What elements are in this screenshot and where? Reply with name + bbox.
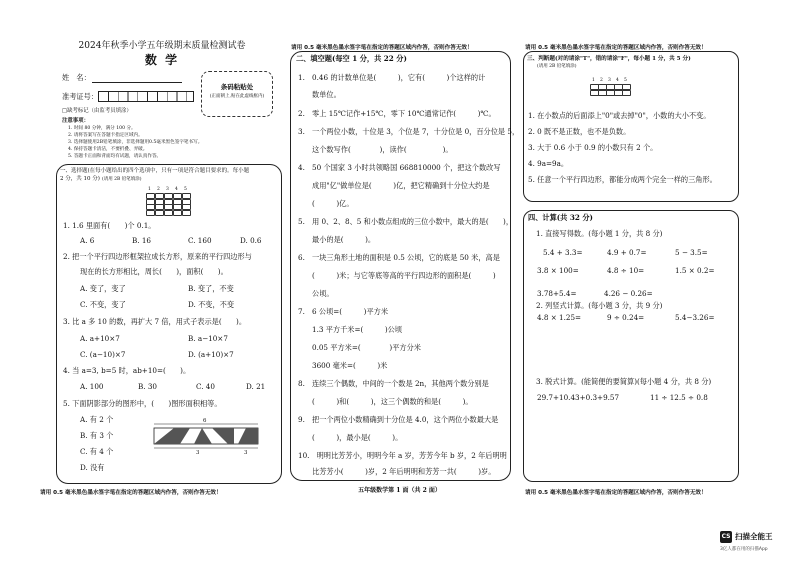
calc-q3: 3. 脱式计算。(能简便的要简算)(每小题 4 分，共 8 分): [536, 377, 712, 386]
calc-item: 5.4−3.26=: [675, 313, 715, 322]
q5-option-d: D. 没有: [80, 463, 105, 472]
q3-option-c: C. (a−10)×7: [80, 350, 126, 359]
calc-item: 11 ÷ 12.5 ÷ 0.8: [650, 393, 708, 402]
fill-line: 0.05 平方米=( )平方分米: [312, 343, 421, 352]
section1-title: 一、选择题(在每小题给出的四个选项中，只有一项是符合题目要求的。每小题: [60, 168, 250, 174]
fill-line: 3600 毫米=( )米: [312, 361, 388, 370]
name-label: 姓 名：: [62, 73, 91, 82]
figure-label-top: 6: [203, 418, 207, 424]
calc-item: 4.8 × 1.25=: [537, 313, 582, 322]
grid-number: 3: [166, 187, 169, 192]
fill-line: 1.3 平方千米=( )公顷: [312, 325, 403, 334]
section3-title: 三、判断题(对的请涂"T"，错的请涂"F"，每小题 1 分，共 5 分): [527, 56, 691, 62]
scanner-tagline: 3亿人都在用的扫描App: [720, 547, 768, 552]
fill-line: 10. 明明比芳芳小，明明今年 a 岁，芳芳今年 b 岁，2 年后明明: [298, 451, 507, 460]
barcode-label: 条码粘贴处: [220, 83, 254, 91]
absent-mark[interactable]: □缺考标记（由监考员填涂）: [62, 108, 132, 114]
answer-bubble-grid[interactable]: [148, 187, 198, 215]
fill-line: 比芳芳小( )岁，2 年后明明和芳芳一共( )岁。: [312, 467, 496, 476]
judgment-item: 3. 大于 0.6 小于 0.9 的小数只有 2 个。: [528, 143, 658, 152]
section4-title: 四、计算(共 32 分): [528, 213, 593, 222]
page-footer: 五年级数学第 1 面（共 2 面）: [358, 487, 441, 494]
calc-item: 29.7+10.43+0.3+9.57: [537, 393, 620, 402]
fill-line: 成用"亿"做单位是( )亿，把它精确到十分位大约是: [312, 181, 490, 190]
q1-option-c: C. 160: [188, 236, 212, 245]
q4-option-a: A. 100: [80, 382, 104, 391]
calc-q2: 2. 列竖式计算。(每小题 3 分，共 9 分): [536, 301, 663, 310]
grid-number: 1: [148, 187, 151, 192]
fill-line: 1. 0.46 的计数单位是( )，它有( )个这样的计: [298, 73, 486, 82]
q2-option-b: B. 变了，不变: [188, 284, 234, 293]
calc-item: 9 ÷ 0.24=: [607, 313, 645, 322]
section1-title-2: 2 分，共 10 分): [60, 176, 100, 182]
q4-option-d: D. 21: [246, 382, 266, 391]
calc-item: 4.26 − 0.26=: [604, 289, 653, 298]
q5-option-c: C. 有 4 个: [80, 447, 114, 456]
notes-title: 注意事项：: [62, 118, 89, 124]
fill-line: 最小的是( )。: [312, 235, 376, 244]
q3-option-a: A. a+10×7: [80, 334, 120, 343]
judgment-bubble-grid[interactable]: [590, 78, 638, 98]
grid-number: 3: [608, 78, 611, 83]
grid-number: 1: [592, 78, 595, 83]
fill-line: 3. 一个两位小数，十位是 3，个位是 7，十分位是 0，百分位是 5，: [298, 127, 520, 136]
q4-option-b: B. 30: [138, 382, 157, 391]
calc-item: 5 − 3.5=: [675, 248, 708, 257]
q4-option-c: C. 40: [196, 382, 215, 391]
q5-option-a: A. 有 2 个: [80, 415, 114, 424]
top-notice-middle: 请用 0.5 毫米黑色墨水签字笔在指定的答题区域内作答，否则作答无效！: [291, 45, 473, 51]
bottom-notice-left: 请用 0.5 毫米黑色墨水签字笔在指定的答题区域内作答，否则作答无效！: [40, 490, 222, 496]
fill-line: 数单位。: [312, 90, 341, 99]
subject-title: 数 学: [144, 53, 180, 67]
q2-option-a: A. 变了，变了: [80, 284, 126, 293]
q1-option-b: B. 16: [132, 236, 151, 245]
q1-option-a: A. 6: [80, 236, 95, 245]
judgment-item: 4. 9a=9a。: [528, 159, 569, 168]
grid-number: 4: [616, 78, 619, 83]
calc-item: 3.78+5.4=: [537, 289, 577, 298]
barcode-note: (正面朝上,贴在此虚线框内): [209, 93, 265, 99]
question-3: 3. 比 a 多 10 的数，再扩大 7 倍，用式子表示是( )。: [63, 317, 247, 326]
note-item: 5. 答题卡正面和背面均有试题，请认真作答。: [68, 154, 162, 159]
top-notice-right: 请用 0.5 毫米黑色墨水签字笔在指定的答题区域内作答，否则作答无效！: [525, 45, 707, 51]
fill-line: 7. 6 公顷=( )平方米: [298, 307, 389, 316]
fill-line: 这个数写作( )，读作( )。: [312, 145, 453, 154]
figure-label-bottom-left: 3: [196, 450, 200, 456]
fill-line: ( )米；与它等底等高的平行四边形的面积是( ): [312, 271, 496, 280]
exam-no-boxes[interactable]: [98, 91, 194, 102]
fill-line: 4. 50 个国家 3 小时共领略国 668810000 个，把这个数改写: [298, 163, 501, 172]
question-4: 4. 当 a=3, b=5 时，ab+10=( )。: [63, 366, 191, 375]
calc-item: 3.8 × 100=: [537, 266, 579, 275]
q2-option-d: D. 不变，不变: [188, 300, 235, 309]
note-item: 3. 选择题使用2B铅笔填涂，非选择题用0.5毫米黑色签字笔书写。: [68, 140, 203, 145]
grid-number: 2: [600, 78, 603, 83]
calc-item: 4.8 ÷ 10=: [607, 266, 645, 275]
q3-option-b: B. a−10×7: [188, 334, 228, 343]
name-field[interactable]: [92, 82, 182, 83]
grid-number: 4: [175, 187, 178, 192]
bubble-note: (请用 2B 铅笔填涂): [102, 177, 142, 182]
exam-no-label: 准考证号：: [62, 92, 98, 101]
scanner-logo-icon: CS: [720, 531, 732, 543]
bubble-note-3: (请用 2B 铅笔填涂): [537, 64, 577, 69]
grid-number: 5: [624, 78, 627, 83]
question-2-cont: 现在的长方形相比，周长( )，面积( )。: [80, 267, 228, 276]
note-item: 1. 时间 80 分钟，满分 100 分。: [68, 126, 136, 131]
fill-line: ( )，最小是( )。: [312, 433, 403, 442]
figure-label-bottom-right: 3: [244, 450, 248, 456]
q3-option-d: D. (a+10)×7: [188, 350, 234, 359]
calc-item: 4.9 + 0.7=: [607, 248, 647, 257]
fill-line: 公顷。: [312, 289, 334, 298]
bottom-notice-right: 请用 0.5 毫米黑色墨水签字笔在指定的答题区域内作答，否则作答无效！: [525, 490, 707, 496]
section2-title: 二、填空题(每空 1 分，共 22 分): [296, 54, 407, 63]
fill-line: 2. 零上 15℃记作+15℃，零下 10℃通常记作( )℃。: [298, 109, 496, 118]
question-2: 2. 把一个平行四边形框架拉成长方形，原来的平行四边形与: [63, 252, 252, 261]
fill-line: 8. 连续三个偶数，中间的一个数是 2n，其他两个数分别是: [298, 379, 489, 388]
judgment-item: 2. 0 既不是正数，也不是负数。: [528, 127, 631, 136]
fill-line: 9. 把一个两位小数精确到十分位是 4.0，这个两位小数最大是: [298, 415, 499, 424]
q2-option-c: C. 不变，变了: [80, 300, 126, 309]
page-title: 2024年秋季小学五年级期末质量检测试卷: [78, 41, 246, 51]
question-5: 5. 下面阴影部分的图形中，( )图形面积相等。: [63, 399, 222, 408]
fill-line: 5. 用 0、2、8、5 和小数点组成的三位小数中，最大的是( )，: [298, 217, 514, 226]
q1-option-d: D. 0.6: [240, 236, 262, 245]
grid-number: 5: [184, 187, 187, 192]
calc-item: 5.4 + 3.3=: [543, 248, 583, 257]
judgment-item: 1. 在小数点的后面添上"0"或去掉"0"，小数的大小不变。: [528, 111, 711, 120]
fill-line: 6. 一块三角形土地的面积是 0.5 公顷，它的底是 50 米，高是: [298, 253, 500, 262]
question-1: 1. 1.6 里面有( )个 0.1。: [63, 221, 156, 230]
note-item: 2. 请将答案写在答题卡指定区域内。: [68, 133, 143, 138]
calc-q1: 1. 直接写得数。(每小题 1 分，共 8 分): [536, 229, 663, 238]
scanner-brand: 扫描全能王: [735, 532, 773, 541]
grid-number: 2: [157, 187, 160, 192]
fill-line: ( )和( )，这三个偶数的和是( )。: [312, 397, 473, 406]
judgment-item: 5. 任意一个平行四边形，都能分成两个完全一样的三角形。: [528, 175, 717, 184]
barcode-area: [201, 71, 273, 117]
note-item: 4. 保持答题卡清洁，不要折叠、弄破。: [68, 147, 148, 152]
fill-line: ( )亿。: [312, 199, 354, 208]
q5-option-b: B. 有 3 个: [80, 431, 114, 440]
calc-item: 1.5 × 0.2=: [675, 266, 715, 275]
